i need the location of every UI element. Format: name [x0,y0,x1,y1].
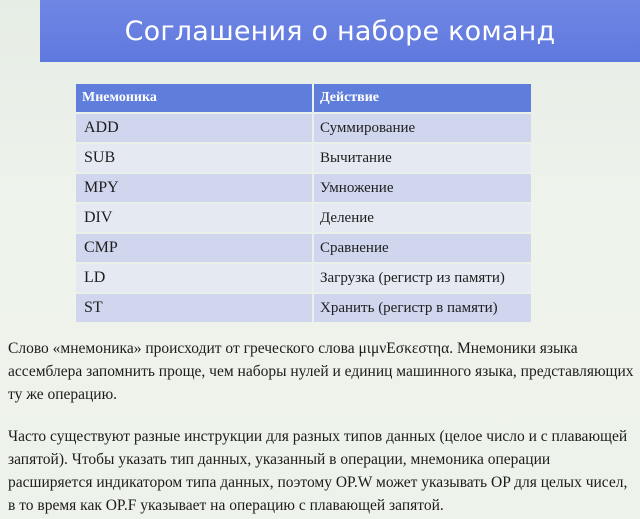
table-row [76,173,531,203]
mnemonic-cell: SUB [76,143,313,173]
action-cell: Загрузка (регистр из памяти) [313,263,531,293]
title-bar [40,0,640,62]
action-cell: Сравнение [313,233,531,263]
mnemonic-cell: LD [76,263,313,293]
mnemonic-cell: MPY [76,173,313,203]
header-mnemonic: Мнемоника [76,84,313,113]
slide-title: Соглашения о наборе команд [124,15,556,47]
action-cell: Хранить (регистр в памяти) [313,293,531,322]
mnemonic-table [76,84,531,322]
mnemonic-cell: CMP [76,233,313,263]
table-row [76,233,531,263]
header-action: Действие [313,84,531,113]
mnemonic-cell: ST [76,293,313,322]
mnemonic-cell: DIV [76,203,313,233]
action-cell: Вычитание [313,143,531,173]
action-cell: Суммирование [313,113,531,143]
table-row [76,143,531,173]
paragraph-mnemonic-origin: Слово «мнемоника» происходит от греческого слова μιμνΕσκεστηα. Мнемоники языка ассемблера запомнить проще, чем наборы нулей и единиц машинного языка, представляющих ту же операцию. [8,340,634,403]
table-header-row [76,84,531,113]
paragraph-data-types: Часто существуют разные инструкции для разных типов данных (целое число и с плавающей запятой). Чтобы указать тип данных, указанный в операции, мнемоника операции расширяется индикатором типа данных, поэтому OP.W может указывать OP для целых чисел, в то время как OP.F указывает на операцию с плавающей запятой. [8,428,628,514]
table-row [76,203,531,233]
table-row [76,263,531,293]
action-cell: Деление [313,203,531,233]
action-cell: Умножение [313,173,531,203]
table-row [76,293,531,322]
mnemonic-cell: ADD [76,113,313,143]
table-row [76,113,531,143]
